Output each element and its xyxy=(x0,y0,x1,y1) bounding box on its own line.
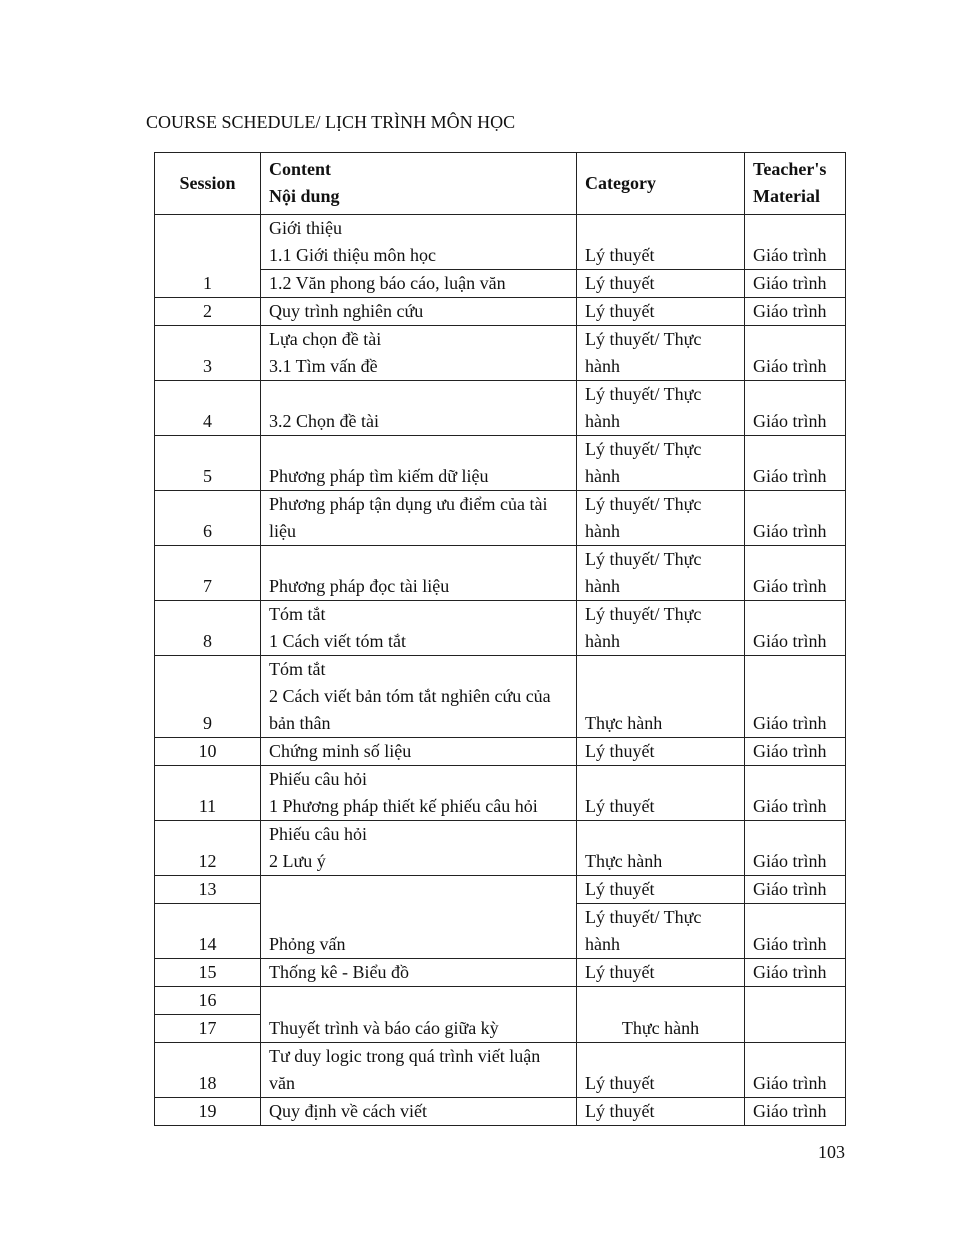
content-cell xyxy=(261,546,577,601)
content-line: Phương pháp tận dụng ưu điểm của tài xyxy=(269,494,548,514)
content-cell xyxy=(261,436,577,491)
session-cell: 2 xyxy=(155,298,261,326)
header-content xyxy=(261,153,577,215)
content-cell xyxy=(261,298,577,326)
header-material xyxy=(745,153,846,215)
category-cell xyxy=(577,876,745,904)
session-cell: 6 xyxy=(155,491,261,546)
content-cell xyxy=(261,1098,577,1126)
category-line: hành xyxy=(585,631,620,651)
category-cell xyxy=(577,656,745,738)
session-cell: 16 xyxy=(155,987,261,1015)
content-cell xyxy=(261,215,577,270)
material-cell: Giáo trình xyxy=(745,546,846,601)
session-cell: 15 xyxy=(155,959,261,987)
category-line: hành xyxy=(585,934,620,954)
material-cell: Giáo trình xyxy=(745,876,846,904)
category-line: Lý thuyết xyxy=(585,273,655,293)
material-cell: Giáo trình xyxy=(745,326,846,381)
category-line: hành xyxy=(585,411,620,431)
material-cell: Giáo trình xyxy=(745,1043,846,1098)
session-cell: 19 xyxy=(155,1098,261,1126)
table-row xyxy=(155,766,846,821)
page-title: COURSE SCHEDULE/ LỊCH TRÌNH MÔN HỌC xyxy=(146,112,516,132)
category-line: Lý thuyết/ Thực xyxy=(585,384,702,404)
material-cell: Giáo trình xyxy=(745,1098,846,1126)
content-line: Tóm tắt xyxy=(269,604,326,624)
content-cell xyxy=(261,381,577,436)
category-line: hành xyxy=(585,521,620,541)
content-cell xyxy=(261,987,577,1043)
material-cell: Giáo trình xyxy=(745,904,846,959)
table-row xyxy=(155,436,846,491)
category-line: Lý thuyết/ Thực xyxy=(585,907,702,927)
category-line: Lý thuyết/ Thực xyxy=(585,494,702,514)
category-cell xyxy=(577,987,745,1043)
session-cell: 13 xyxy=(155,876,261,904)
table-row xyxy=(155,546,846,601)
content-cell xyxy=(261,656,577,738)
content-line: 2 Lưu ý xyxy=(269,851,326,871)
material-cell: Giáo trình xyxy=(745,436,846,491)
table-row xyxy=(155,876,846,904)
category-cell xyxy=(577,381,745,436)
material-cell: Giáo trình xyxy=(745,215,846,270)
category-cell xyxy=(577,601,745,656)
content-cell xyxy=(261,876,577,959)
header-category: Category xyxy=(577,153,745,215)
content-line: Tư duy logic trong quá trình viết luận xyxy=(269,1046,541,1066)
content-line: Chứng minh số liệu xyxy=(269,741,412,761)
content-line: văn xyxy=(269,1073,295,1093)
content-line: Lựa chọn đề tài xyxy=(269,329,382,349)
material-cell: Giáo trình xyxy=(745,601,846,656)
content-line: 3.1 Tìm vấn đề xyxy=(269,356,378,376)
session-cell: 8 xyxy=(155,601,261,656)
content-line: Tóm tắt xyxy=(269,659,326,679)
category-cell xyxy=(577,766,745,821)
material-cell: Giáo trình xyxy=(745,959,846,987)
content-line: 1 Phương pháp thiết kế phiếu câu hỏi xyxy=(269,796,538,816)
material-cell: Giáo trình xyxy=(745,270,846,298)
content-line: Phiếu câu hỏi xyxy=(269,824,367,844)
category-cell xyxy=(577,270,745,298)
session-cell: 11 xyxy=(155,766,261,821)
category-cell xyxy=(577,491,745,546)
material-cell xyxy=(745,987,846,1043)
header-content-vi: Nội dung xyxy=(269,186,340,206)
category-cell xyxy=(577,546,745,601)
category-cell xyxy=(577,326,745,381)
session-cell: 1 xyxy=(155,215,261,298)
category-cell xyxy=(577,1043,745,1098)
material-cell: Giáo trình xyxy=(745,491,846,546)
table-row xyxy=(155,601,846,656)
material-cell: Giáo trình xyxy=(745,766,846,821)
category-line: Lý thuyết/ Thực xyxy=(585,439,702,459)
content-line: 1.1 Giới thiệu môn học xyxy=(269,245,437,265)
category-line: Lý thuyết/ Thực xyxy=(585,549,702,569)
category-line: Lý thuyết/ Thực xyxy=(585,604,702,624)
content-cell xyxy=(261,326,577,381)
header-material-line2: Material xyxy=(753,186,820,206)
header-session: Session xyxy=(155,153,261,215)
content-line: 3.2 Chọn đề tài xyxy=(269,411,379,431)
category-cell xyxy=(577,904,745,959)
session-cell: 3 xyxy=(155,326,261,381)
content-line: 1 Cách viết tóm tắt xyxy=(269,631,406,651)
category-cell xyxy=(577,215,745,270)
category-cell xyxy=(577,738,745,766)
category-cell xyxy=(577,821,745,876)
table-row xyxy=(155,738,846,766)
table-row xyxy=(155,1043,846,1098)
category-line: Thực hành xyxy=(621,1018,700,1038)
session-cell: 12 xyxy=(155,821,261,876)
session-cell: 4 xyxy=(155,381,261,436)
table-row xyxy=(155,987,846,1015)
category-line: Lý thuyết xyxy=(585,962,655,982)
table-row xyxy=(155,298,846,326)
content-line: Phỏng vấn xyxy=(269,934,346,954)
content-line: Phương pháp đọc tài liệu xyxy=(269,576,450,596)
content-cell xyxy=(261,491,577,546)
content-cell xyxy=(261,766,577,821)
category-line: Lý thuyết/ Thực xyxy=(585,329,702,349)
content-line: bản thân xyxy=(269,713,331,733)
category-line: hành xyxy=(585,576,620,596)
session-cell: 9 xyxy=(155,656,261,738)
content-line: Quy định về cách viết xyxy=(269,1101,427,1121)
page-number: 103 xyxy=(818,1142,845,1162)
content-cell xyxy=(261,601,577,656)
category-line: Lý thuyết xyxy=(585,796,655,816)
session-cell: 7 xyxy=(155,546,261,601)
category-line: Lý thuyết xyxy=(585,1101,655,1121)
session-cell: 17 xyxy=(155,1015,261,1043)
content-cell xyxy=(261,959,577,987)
table-row xyxy=(155,381,846,436)
category-cell xyxy=(577,1098,745,1126)
category-line: Lý thuyết xyxy=(585,245,655,265)
content-line: Quy trình nghiên cứu xyxy=(269,301,424,321)
content-cell xyxy=(261,1043,577,1098)
category-line: Lý thuyết xyxy=(585,741,655,761)
category-line: Lý thuyết xyxy=(585,879,655,899)
category-cell xyxy=(577,959,745,987)
content-line: 1.2 Văn phong báo cáo, luận văn xyxy=(269,273,506,293)
category-line: hành xyxy=(585,466,620,486)
content-line: liệu xyxy=(269,521,296,541)
content-cell xyxy=(261,270,577,298)
content-cell xyxy=(261,821,577,876)
session-cell: 10 xyxy=(155,738,261,766)
material-cell: Giáo trình xyxy=(745,381,846,436)
header-material-line1: Teacher's xyxy=(753,159,827,179)
table-row xyxy=(155,491,846,546)
course-schedule-table xyxy=(154,152,846,1126)
table-row xyxy=(155,959,846,987)
table-row xyxy=(155,821,846,876)
content-line: Thuyết trình và báo cáo giữa kỳ xyxy=(269,1018,499,1038)
header-content-en: Content xyxy=(269,159,331,179)
session-cell: 18 xyxy=(155,1043,261,1098)
content-line: Phương pháp tìm kiếm dữ liệu xyxy=(269,466,489,486)
category-line: Lý thuyết xyxy=(585,1073,655,1093)
category-line: Lý thuyết xyxy=(585,301,655,321)
category-cell xyxy=(577,298,745,326)
content-cell xyxy=(261,738,577,766)
content-line: Giới thiệu xyxy=(269,218,343,238)
header-row xyxy=(155,153,846,215)
category-line: Thực hành xyxy=(585,713,663,733)
table-row xyxy=(155,656,846,738)
material-cell: Giáo trình xyxy=(745,298,846,326)
category-cell xyxy=(577,436,745,491)
category-line: Thực hành xyxy=(585,851,663,871)
content-line: Phiếu câu hỏi xyxy=(269,769,367,789)
table-row xyxy=(155,215,846,270)
material-cell: Giáo trình xyxy=(745,738,846,766)
material-cell: Giáo trình xyxy=(745,656,846,738)
table-row xyxy=(155,326,846,381)
content-line: 2 Cách viết bản tóm tắt nghiên cứu của xyxy=(269,686,551,706)
session-cell: 5 xyxy=(155,436,261,491)
category-line: hành xyxy=(585,356,620,376)
session-cell: 14 xyxy=(155,904,261,959)
table-row xyxy=(155,1098,846,1126)
material-cell: Giáo trình xyxy=(745,821,846,876)
content-line: Thống kê - Biểu đồ xyxy=(269,962,409,982)
